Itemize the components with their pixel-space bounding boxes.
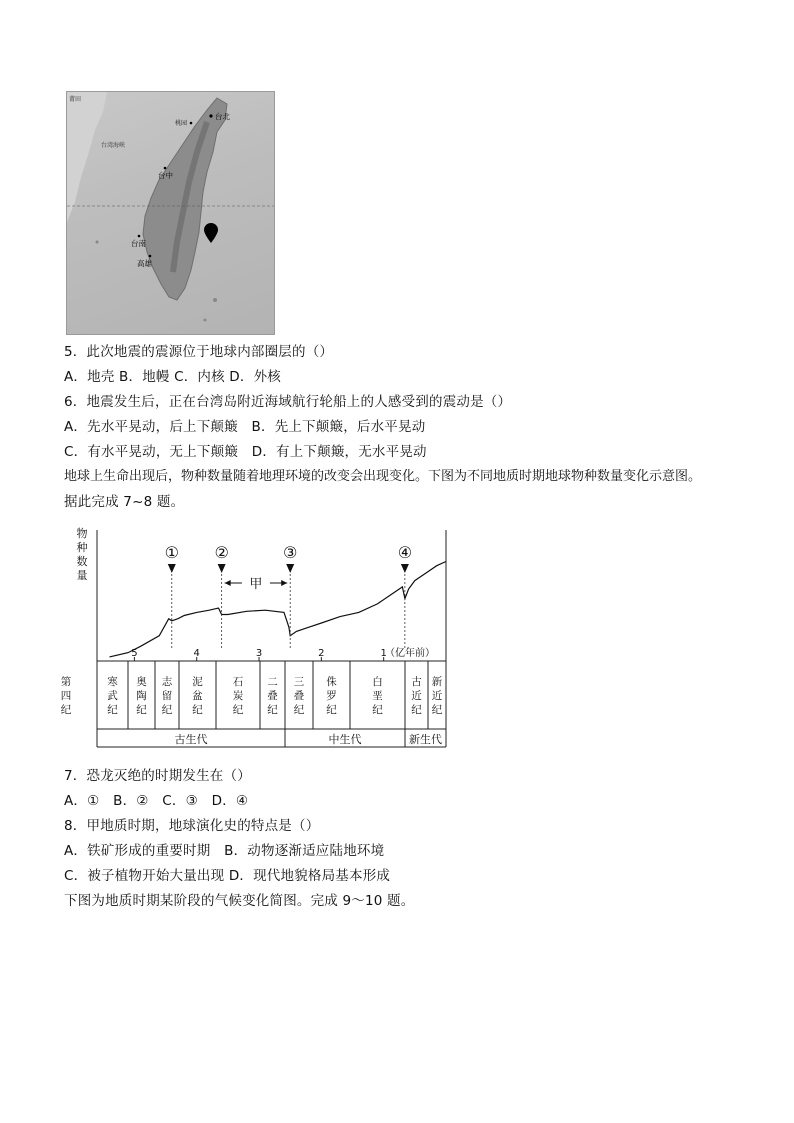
era-label: 古生代 [174,733,208,746]
map-label-taipei: 台北 [215,112,230,121]
x-tick-label: 3 [255,648,263,659]
event-label: ① [164,543,179,562]
event-marker [168,564,176,573]
period-label-char: 泥 [192,676,203,688]
period-label-char: 白 [372,676,383,688]
period-label-char: 奥 [136,676,147,688]
taiwan-map [66,91,275,335]
question-5-options: A．地壳 B．地幔 C．内核 D．外核 [64,369,281,385]
period-label-char: 纪 [431,704,443,716]
period-label-char: 三 [293,676,305,688]
period-label-char: 志 [161,676,173,688]
era-label: 新生代 [409,733,442,746]
period-label-char: 古 [411,676,422,688]
period-label-char: 武 [107,690,118,702]
period-label-char: 近 [431,690,443,702]
period-label-char: 新 [431,676,443,688]
period-label-char: 叠 [267,690,278,702]
x-tick-label: 5 [131,648,138,659]
event-marker [401,564,409,573]
map-label-strait: 台湾海峡 [101,142,126,149]
period-label-char: 纪 [107,704,118,716]
period-label-char: 纪 [60,704,72,716]
question-7-options: A．① B．② C．③ D．④ [64,793,249,809]
period-label-char: 叠 [293,690,305,702]
question-6-options-ab: A．先水平晃动，后上下颠簸 B．先上下颠簸，后水平晃动 [64,419,426,435]
period-label-char: 陶 [136,690,147,702]
span-arrow-left-head [225,580,231,586]
location-pin-icon [203,222,219,244]
map-label-kaohsiung: 高雄 [137,259,152,268]
period-label-char: 盆 [192,690,203,702]
period-label-char: 纪 [372,704,383,716]
span-label: 甲 [249,577,263,592]
period-label-char: 纪 [192,704,203,716]
period-label-char: 侏 [326,676,337,688]
species-chart-svg [60,520,456,755]
x-tick-label: 2 [318,648,325,659]
question-6-options-cd: C．有水平晃动，无上下颠簸 D．有上下颠簸，无水平晃动 [64,444,427,460]
period-label-char: 纪 [293,704,305,716]
period-label-char: 石 [232,676,244,688]
period-label-char: 近 [411,690,422,702]
period-label-char: 炭 [232,690,244,702]
question-6: 6．地震发生后，正在台湾岛附近海域航行轮船上的人感受到的震动是（） [64,394,512,410]
period-label-char: 纪 [161,704,173,716]
map-label-tainan: 台南 [131,239,146,248]
y-axis-label-char: 物 [76,527,88,540]
event-label: ④ [397,543,413,562]
event-label: ② [214,543,229,562]
period-label-char: 第 [60,676,72,688]
question-8: 8．甲地质时期，地球演化史的特点是（） [64,818,320,834]
event-marker [218,564,226,573]
question-5: 5．此次地震的震源位于地球内部圈层的（） [64,344,334,360]
event-marker [286,564,294,573]
period-label-char: 二 [267,676,278,688]
x-unit-label: （亿年前） [385,648,435,659]
period-label-char: 纪 [326,704,337,716]
period-label-char: 留 [161,690,173,702]
span-arrow-right-head [281,580,287,586]
question-8-options-ab: A．铁矿形成的重要时期 B．动物逐渐适应陆地环境 [64,843,385,859]
event-label: ③ [283,543,298,562]
period-label-char: 四 [60,690,72,702]
intro-7-8-line2: 据此完成 7~8 题。 [64,494,185,510]
map-label-taoyuan: 桃园 [175,120,188,127]
y-axis-label-char: 种 [76,541,88,554]
period-label-char: 纪 [232,704,244,716]
map-label-taichung: 台中 [158,171,173,180]
species-line [110,562,447,657]
y-axis-label-char: 数 [76,555,88,568]
map-label-putian: 莆田 [69,96,82,103]
period-label-char: 纪 [267,704,278,716]
period-label-char: 纪 [411,704,422,716]
x-tick-label: 4 [193,648,200,659]
intro-9-10: 下图为地质时期某阶段的气候变化简图。完成 9～10 题。 [64,893,415,909]
mainland-coast [67,92,107,222]
x-tick-label: 1 [380,648,387,659]
period-label-char: 罗 [326,690,337,702]
intro-7-8-line1: 地球上生命出现后，物种数量随着地理环境的改变会出现变化。下图为不同地质时期地球物种数量变化示意图。 [64,469,702,484]
period-label-char: 纪 [136,704,147,716]
period-label-char: 寒 [107,676,118,688]
y-axis-label-char: 量 [76,569,88,582]
question-8-options-cd: C．被子植物开始大量出现 D．现代地貌格局基本形成 [64,868,391,884]
species-chart [60,520,456,755]
question-7: 7．恐龙灭绝的时期发生在（） [64,768,251,784]
period-label-char: 垩 [372,690,383,702]
map-graphic [67,92,274,334]
era-label: 中生代 [328,733,362,746]
